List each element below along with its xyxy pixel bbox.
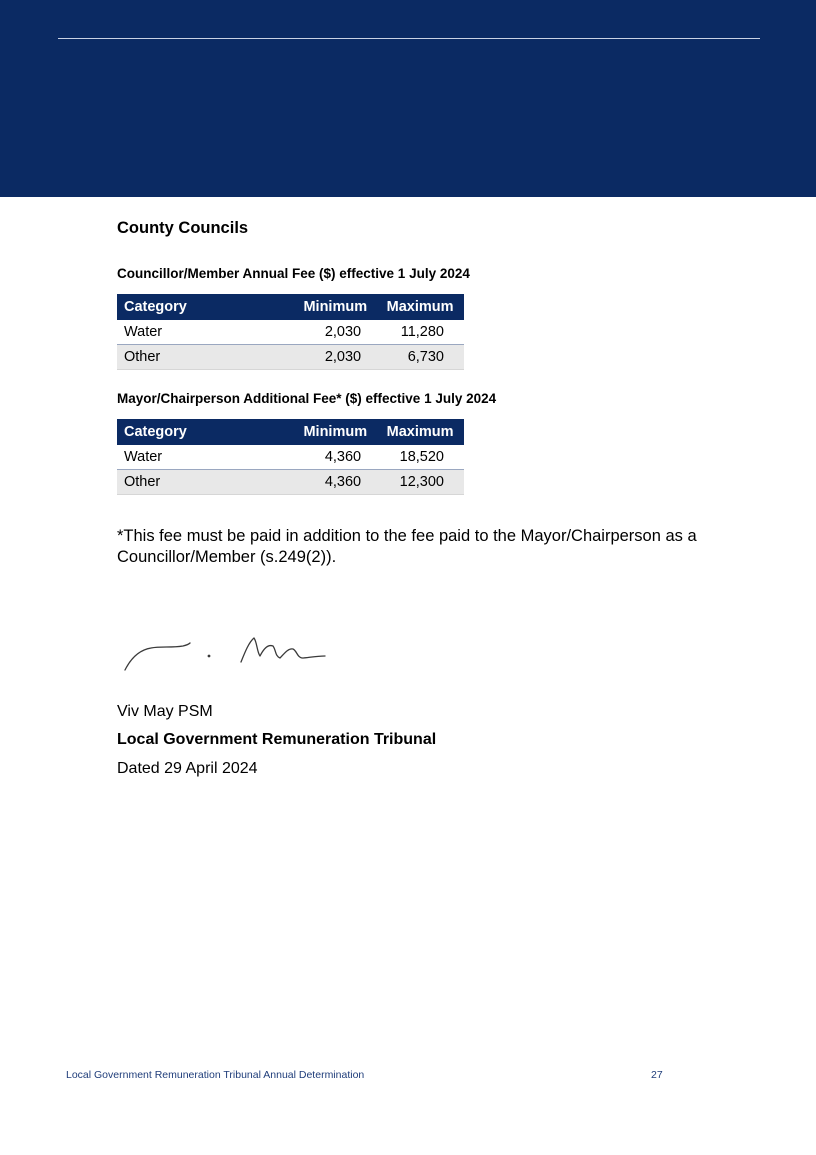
- date-signed: Dated 29 April 2024: [117, 760, 258, 777]
- header-minimum: Minimum: [275, 294, 376, 320]
- tribunal-name: Local Government Remuneration Tribunal: [117, 731, 437, 748]
- table-header-row: [117, 294, 464, 320]
- table-row: [117, 445, 464, 470]
- header-maximum: Maximum: [376, 294, 464, 320]
- header-maximum: Maximum: [376, 419, 464, 445]
- fee-footnote: *This fee must be paid in addition to the fee paid to the Mayor/Chairperson as a Councillor/Member (s.249(2)).: [117, 527, 697, 566]
- signature-image: [117, 628, 329, 676]
- table-header-row: [117, 419, 464, 445]
- header-rule: [58, 38, 760, 39]
- cell-category: Water: [117, 445, 275, 470]
- section-title: County Councils: [117, 219, 249, 237]
- cell-minimum: 4,360: [275, 445, 376, 470]
- cell-minimum: 2,030: [275, 345, 376, 370]
- footer-document-title: Local Government Remuneration Tribunal Annual Determination: [66, 1069, 365, 1081]
- cell-minimum: 4,360: [275, 470, 376, 495]
- cell-maximum: 18,520: [376, 445, 464, 470]
- cell-maximum: 11,280: [376, 320, 464, 345]
- page-number: 27: [651, 1069, 663, 1081]
- cell-maximum: 12,300: [376, 470, 464, 495]
- cell-maximum: 6,730: [376, 345, 464, 370]
- table-row: [117, 345, 464, 370]
- table-row: [117, 320, 464, 345]
- header-category: Category: [117, 294, 275, 320]
- cell-category: Other: [117, 470, 275, 495]
- cell-category: Water: [117, 320, 275, 345]
- cell-minimum: 2,030: [275, 320, 376, 345]
- table-row: [117, 470, 464, 495]
- header-category: Category: [117, 419, 275, 445]
- header-band: [0, 0, 816, 197]
- mayor-fee-caption: Mayor/Chairperson Additional Fee* ($) effective 1 July 2024: [117, 391, 497, 406]
- cell-category: Other: [117, 345, 275, 370]
- signatory-name: Viv May PSM: [117, 703, 213, 720]
- councillor-fee-table: [117, 294, 464, 370]
- councillor-fee-caption: Councillor/Member Annual Fee ($) effective 1 July 2024: [117, 266, 470, 281]
- header-minimum: Minimum: [275, 419, 376, 445]
- mayor-fee-table: [117, 419, 464, 495]
